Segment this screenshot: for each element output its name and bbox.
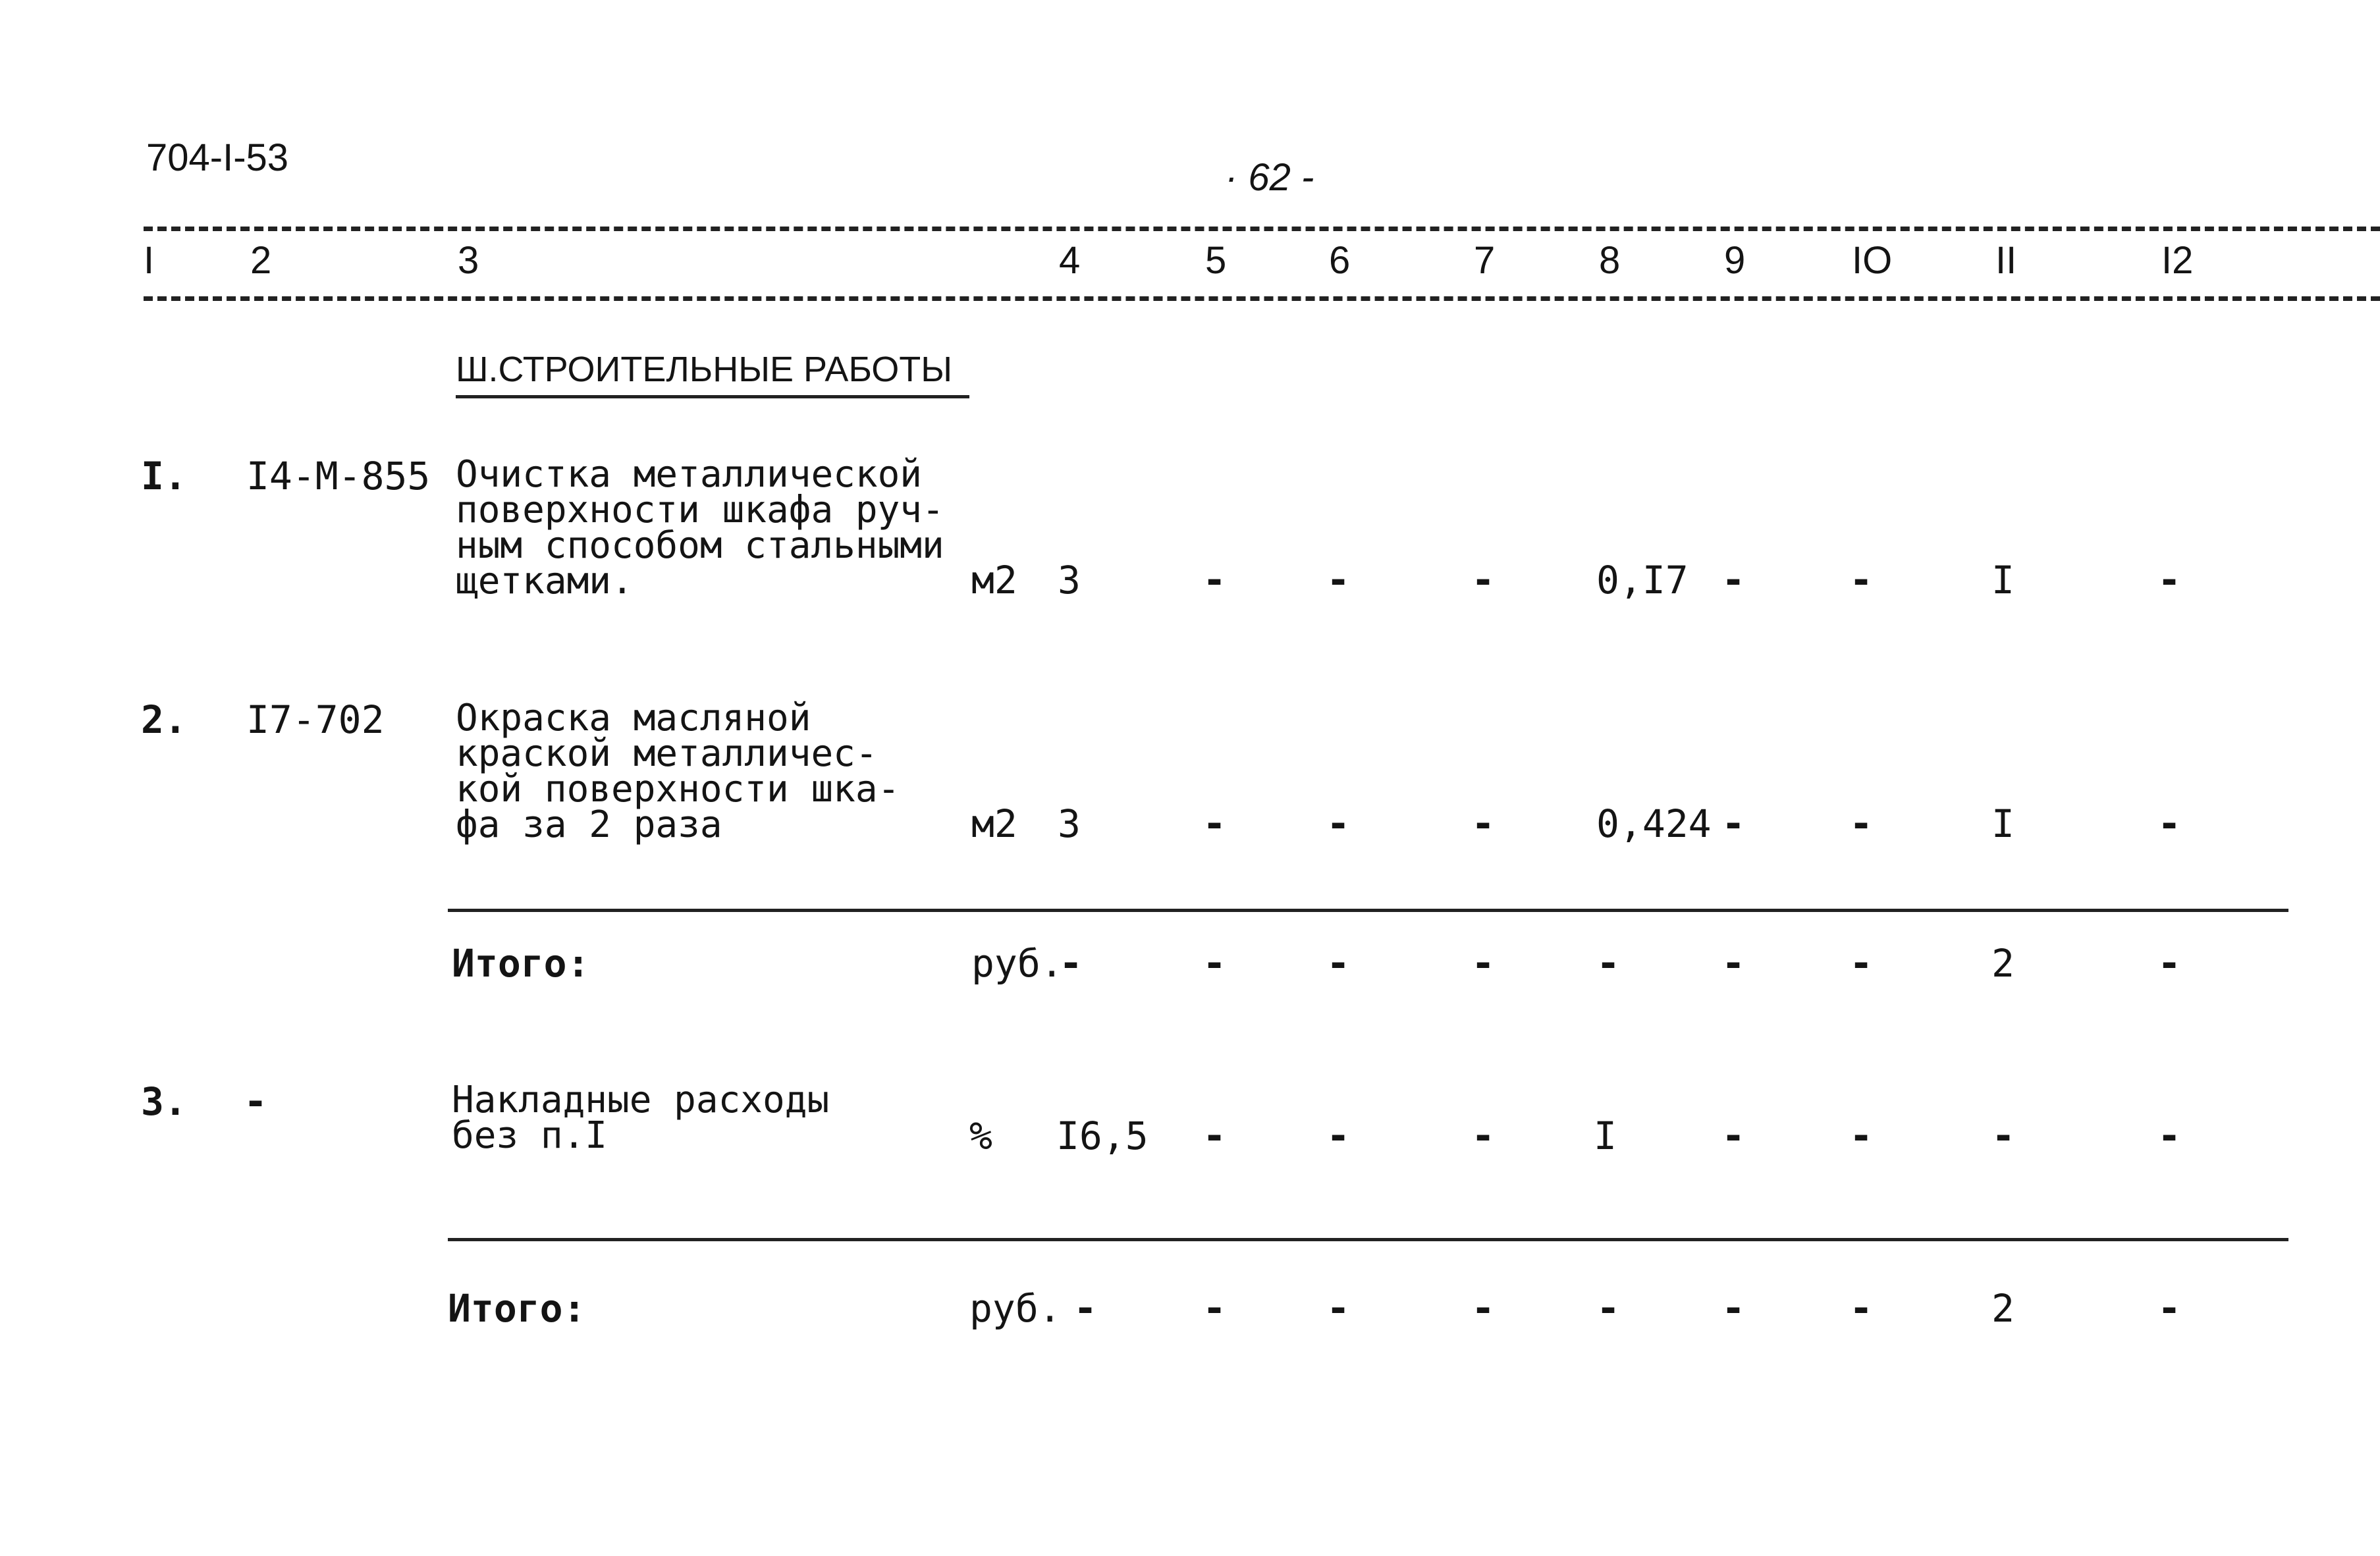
subtotal-col10: - [1849, 1285, 1874, 1331]
total-rule [448, 1238, 2288, 1241]
subtotal-unit: руб. [969, 1286, 1062, 1331]
row-col6: - [1326, 557, 1351, 603]
subtotal-col5: - [1203, 940, 1227, 986]
row-col6: - [1326, 801, 1351, 847]
row-col4: 3 [1058, 558, 1081, 603]
subtotal-col6: - [1326, 940, 1351, 986]
subtotal-col7: - [1471, 940, 1496, 986]
row-col10: - [1849, 557, 1874, 603]
section-title: Ш.СТРОИТЕЛЬНЫЕ РАБОТЫ [456, 349, 969, 398]
row-description: Очистка металлической поверхности шкафа руч- ным способом стальными щетками. [456, 453, 944, 603]
column-header-2: 2 [250, 239, 272, 282]
subtotal-col5: - [1203, 1285, 1227, 1331]
subtotal-rule [448, 909, 2288, 912]
row-number: 3. [141, 1079, 187, 1124]
subtotal-unit: руб. [971, 941, 1064, 986]
header-top-rule [144, 227, 2380, 231]
row-code: I4-M-855 [246, 454, 431, 498]
subtotal-col9: - [1721, 1285, 1746, 1331]
row-description: Окраска масляной краской металличес- кой поверхности шка- фа за 2 раза [456, 697, 900, 846]
row-col10: - [1849, 1113, 1874, 1159]
row-col5: - [1203, 1113, 1227, 1159]
subtotal-col10: - [1849, 940, 1874, 986]
subtotal-col11: 2 [1991, 1286, 2015, 1331]
row-number: 2. [141, 697, 187, 742]
header-bottom-rule [144, 296, 2380, 301]
column-header-9: 9 [1724, 239, 1746, 282]
subtotal-col9: - [1721, 940, 1746, 986]
row-col11: I [1991, 558, 2015, 603]
row-col12: - [2157, 1113, 2182, 1159]
row-col12: - [2157, 801, 2182, 847]
row-col5: - [1203, 801, 1227, 847]
row-col7: - [1471, 557, 1496, 603]
column-header-5: 5 [1205, 239, 1227, 282]
subtotal-col4: - [1059, 940, 1083, 986]
subtotal-col8: - [1596, 1285, 1621, 1331]
row-unit: м2 [971, 558, 1017, 603]
row-col9: - [1721, 557, 1746, 603]
column-header-3: 3 [458, 239, 479, 282]
column-header-8: 8 [1599, 239, 1621, 282]
row-col5: - [1203, 557, 1227, 603]
row-col8: I [1594, 1113, 1617, 1158]
row-col4: 3 [1058, 801, 1081, 846]
row-number: I. [141, 454, 187, 498]
row-col11: - [1991, 1113, 2016, 1159]
row-description: Накладные расходы без п.I [452, 1079, 830, 1157]
column-header-12: I2 [2161, 239, 2194, 282]
document-code: 704-I-53 [146, 136, 289, 179]
row-col12: - [2157, 557, 2182, 603]
subtotal-col6: - [1326, 1285, 1351, 1331]
column-header-4: 4 [1059, 239, 1081, 282]
subtotal-label: Итого: [448, 1286, 586, 1331]
column-header-7: 7 [1474, 239, 1496, 282]
row-col8: 0,424 [1596, 801, 1712, 846]
subtotal-col12: - [2157, 1285, 2182, 1331]
row-col8: 0,I7 [1596, 558, 1689, 603]
row-col6: - [1326, 1113, 1351, 1159]
subtotal-col8: - [1596, 940, 1621, 986]
subtotal-col4: - [1073, 1285, 1098, 1331]
row-col7: - [1471, 1113, 1496, 1159]
subtotal-col7: - [1471, 1285, 1496, 1331]
subtotal-col12: - [2157, 940, 2182, 986]
row-col9: - [1721, 801, 1746, 847]
row-unit: м2 [971, 801, 1017, 846]
column-header-6: 6 [1329, 239, 1351, 282]
column-header-11: II [1995, 239, 2017, 282]
row-col9: - [1721, 1113, 1746, 1159]
page-number: · 62 - [1225, 156, 1314, 199]
row-col11: I [1991, 801, 2015, 846]
row-col7: - [1471, 801, 1496, 847]
row-code: I7-702 [246, 697, 385, 742]
subtotal-label: Итого: [452, 941, 590, 986]
row-code: - [244, 1079, 268, 1125]
column-header-1: I [144, 239, 155, 282]
column-header-10: IO [1852, 239, 1893, 282]
subtotal-col11: 2 [1991, 941, 2015, 986]
row-unit: % [969, 1113, 992, 1158]
row-col10: - [1849, 801, 1874, 847]
row-col4: I6,5 [1056, 1113, 1149, 1158]
